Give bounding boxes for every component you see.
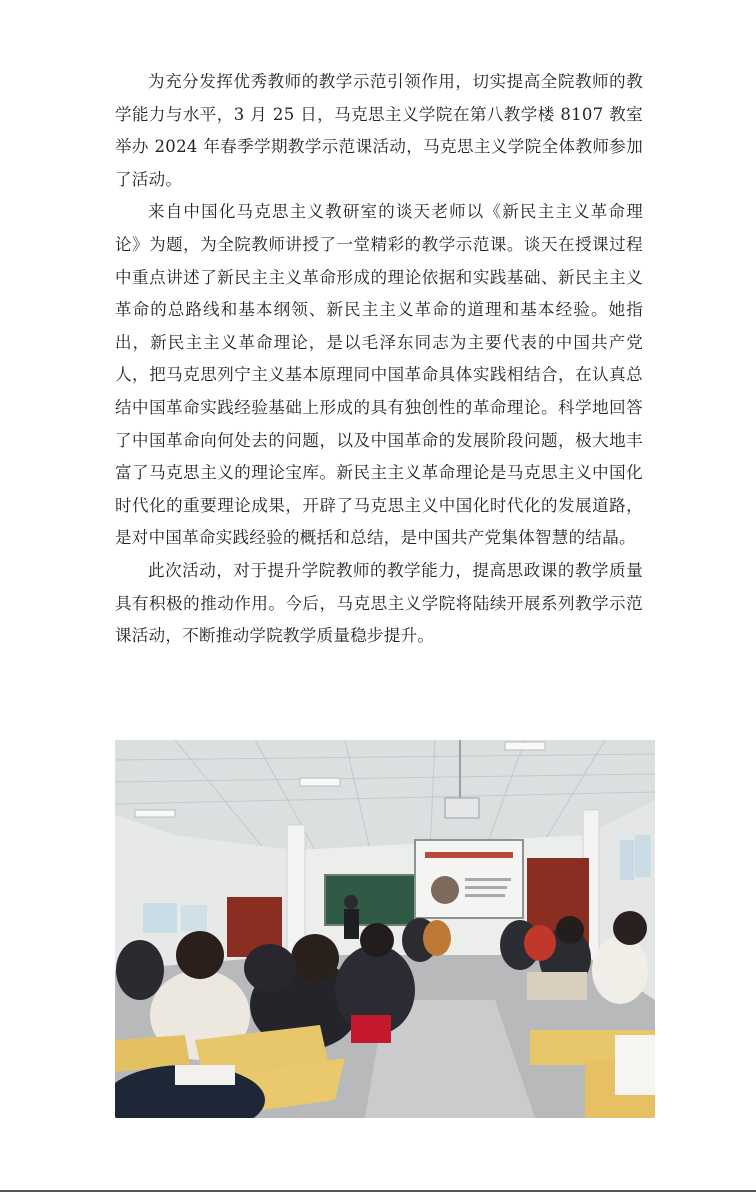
paragraph-intro: 为充分发挥优秀教师的教学示范引领作用，切实提高全院教师的教学能力与水平，3 月 25 日，马克思主义学院在第八教学楼 8107 教室举办 2024 年春季学期教学示范课活动，马克思主义学院全体教师参加了活动。 [115, 72, 643, 189]
article-body [115, 66, 643, 653]
paragraph-lecture: 来自中国化马克思主义教研室的谈天老师以《新民主主义革命理论》为题，为全院教师讲授了一堂精彩的教学示范课。谈天在授课过程中重点讲述了新民主主义革命形成的理论依据和实践基础、新民主主义革命的总路线和基本纲领、新民主主义革命的道理和基本经验。她指出，新民主主义革命理论，是以毛泽东同志为主要代表的中国共产党人，把马克思列宁主义基本原理同中国革命具体实践相结合，在认真总结中国革命实践经验基础上形成的具有独创性的革命理论。科学地回答了中国革命向何处去的问题，以及中国革命的发展阶段问题，极大地丰富了马克思主义的理论宝库。新民主主义革命理论是马克思主义中国化时代化的重要理论成果，开辟了马克思主义中国化时代化的发展道路，是对中国革命实践经验的概括和总结，是中国共产党集体智慧的结晶。 [115, 202, 643, 548]
classroom-photo [115, 740, 655, 1118]
paragraph-conclusion: 此次活动，对于提升学院教师的教学能力，提高思政课的教学质量具有积极的推动作用。今后，马克思主义学院将陆续开展系列教学示范课活动，不断推动学院教学质量稳步提升。 [115, 560, 643, 646]
page-bottom-rule [0, 1190, 756, 1192]
classroom-photo-illustration [115, 740, 655, 1118]
